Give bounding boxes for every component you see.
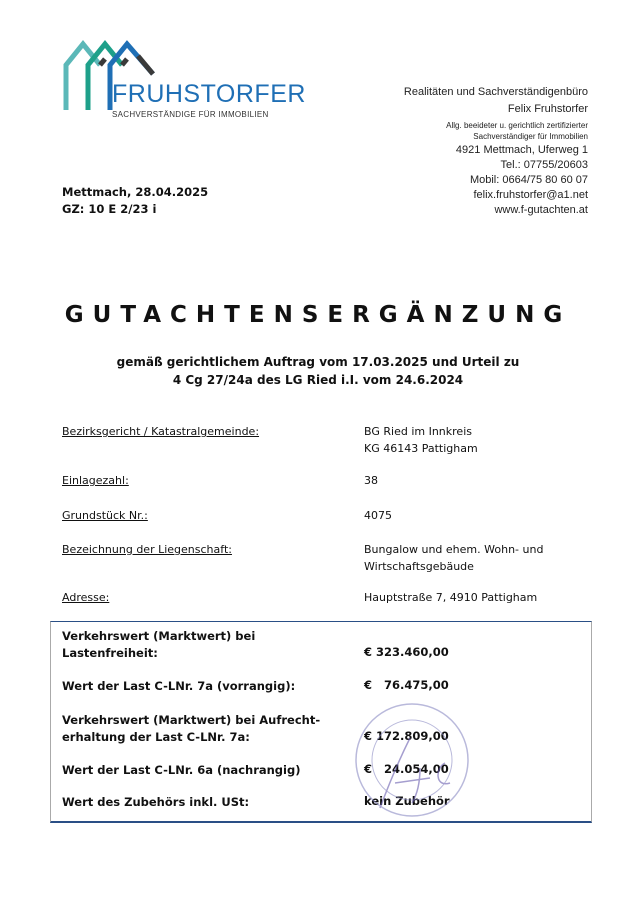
reference-number: GZ: 10 E 2/23 i bbox=[62, 202, 157, 216]
value-line: Wirtschaftsgebäude bbox=[364, 560, 474, 573]
summary-label: Wert der Last C-LNr. 7a (vorrangig): bbox=[62, 679, 296, 693]
letterhead-qualification bbox=[446, 120, 588, 142]
label-line: Lastenfreiheit: bbox=[62, 646, 158, 660]
summary-label: Wert des Zubehörs inkl. USt: bbox=[62, 795, 250, 809]
email[interactable]: felix.fruhstorfer@a1.net bbox=[473, 189, 588, 201]
summary-value: € 323.460,00 bbox=[364, 645, 449, 659]
value-line: KG 46143 Pattigham bbox=[364, 442, 478, 455]
website[interactable]: www.f-gutachten.at bbox=[494, 204, 588, 216]
logo-brand: FRUHSTORFER bbox=[112, 80, 306, 108]
mobile: Mobil: 0664/75 80 60 07 bbox=[469, 174, 588, 186]
subtitle-line: 4 Cg 27/24a des LG Ried i.I. vom 24.6.2024 bbox=[172, 373, 464, 387]
address: 4921 Mettmach, Uferweg 1 bbox=[455, 144, 588, 156]
expert-name: Felix Fruhstorfer bbox=[507, 103, 588, 115]
summary-value: € 24.054,00 bbox=[364, 762, 449, 776]
letterhead-office bbox=[404, 84, 588, 118]
field-label: Bezeichnung der Liegenschaft: bbox=[62, 543, 232, 556]
field-value: 38 bbox=[364, 474, 378, 487]
document-title: GUTACHTENSERGÄNZUNG bbox=[64, 302, 572, 328]
field-value bbox=[364, 541, 543, 575]
value-line: Bungalow und ehem. Wohn- und bbox=[364, 543, 544, 556]
field-label: Einlagezahl: bbox=[62, 474, 129, 487]
qualification-line: Allg. beeideter u. gerichtlich zertifizierter bbox=[446, 121, 588, 130]
place-date: Mettmach, 28.04.2025 bbox=[62, 185, 209, 199]
office-name: Realitäten und Sachverständigenbüro bbox=[403, 86, 588, 98]
field-value: Hauptstraße 7, 4910 Pattigham bbox=[364, 591, 538, 604]
subtitle-line: gemäß gerichtlichem Auftrag vom 17.03.2025 und Urteil zu bbox=[116, 355, 520, 369]
summary-label bbox=[62, 628, 255, 662]
summary-value: € 76.475,00 bbox=[364, 678, 449, 692]
official-stamp-with-signature bbox=[350, 698, 470, 828]
document-subtitle bbox=[0, 353, 636, 389]
summary-label: Wert der Last C-LNr. 6a (nachrangig) bbox=[62, 763, 301, 777]
summary-label bbox=[62, 712, 320, 746]
letterhead-contact bbox=[456, 143, 588, 218]
logo-tagline: SACHVERSTÄNDIGE FÜR IMMOBILIEN bbox=[112, 110, 269, 119]
summary-value: € 172.809,00 bbox=[364, 729, 449, 743]
field-label: Grundstück Nr.: bbox=[62, 509, 148, 522]
label-line: Verkehrswert (Marktwert) bei Aufrecht- bbox=[62, 713, 321, 727]
field-value: 4075 bbox=[364, 509, 392, 522]
place-date-block bbox=[62, 184, 208, 218]
telephone: Tel.: 07755/20603 bbox=[500, 159, 588, 171]
label-line: Verkehrswert (Marktwert) bei bbox=[62, 629, 256, 643]
value-line: BG Ried im Innkreis bbox=[364, 425, 472, 438]
summary-value: kein Zubehör bbox=[364, 794, 450, 808]
label-line: erhaltung der Last C-LNr. 7a: bbox=[62, 730, 250, 744]
field-label: Adresse: bbox=[62, 591, 110, 604]
field-label: Bezirksgericht / Katastralgemeinde: bbox=[62, 425, 260, 438]
qualification-line: Sachverständiger für Immobilien bbox=[473, 132, 588, 141]
field-value bbox=[364, 423, 478, 457]
